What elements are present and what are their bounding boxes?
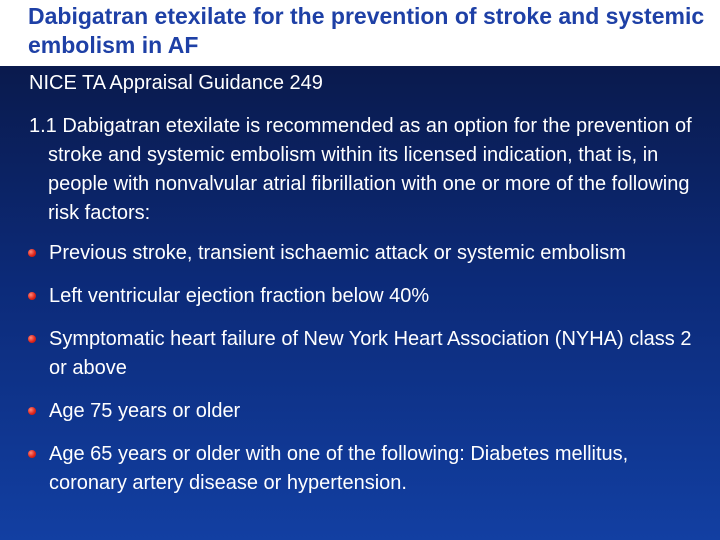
list-item-text: Left ventricular ejection fraction below 40% xyxy=(49,285,430,307)
list-item xyxy=(28,397,698,426)
bullet-icon xyxy=(28,292,36,300)
list-item xyxy=(28,325,698,383)
bullet-icon xyxy=(28,450,36,458)
list-item-text: Symptomatic heart failure of New York Heart Association (NYHA) class 2 or above xyxy=(49,328,692,379)
recommendation-text: 1.1 Dabigatran etexilate is recommended as an option for the prevention of stroke and systemic embolism within its licensed indication, that is, in people with nonvalvular atrial fibrillation with one or more of the following risk factors: xyxy=(29,115,692,224)
slide-subtitle: NICE TA Appraisal Guidance 249 xyxy=(29,72,323,94)
title-bar xyxy=(0,0,720,66)
list-item xyxy=(28,282,698,311)
list-item-text: Age 65 years or older with one of the following: Diabetes mellitus, coronary artery disease or hypertension. xyxy=(49,443,629,494)
slide-content xyxy=(0,66,720,540)
list-item xyxy=(28,440,698,498)
bullet-icon xyxy=(28,249,36,257)
list-item xyxy=(28,239,698,268)
list-item-text: Age 75 years or older xyxy=(49,400,241,422)
bullet-icon xyxy=(28,407,36,415)
slide-title: Dabigatran etexilate for the prevention of stroke and systemic embolism in AF xyxy=(28,3,705,58)
bullet-icon xyxy=(28,335,36,343)
list-item-text: Previous stroke, transient ischaemic attack or systemic embolism xyxy=(49,242,626,264)
risk-factor-list xyxy=(28,239,698,512)
